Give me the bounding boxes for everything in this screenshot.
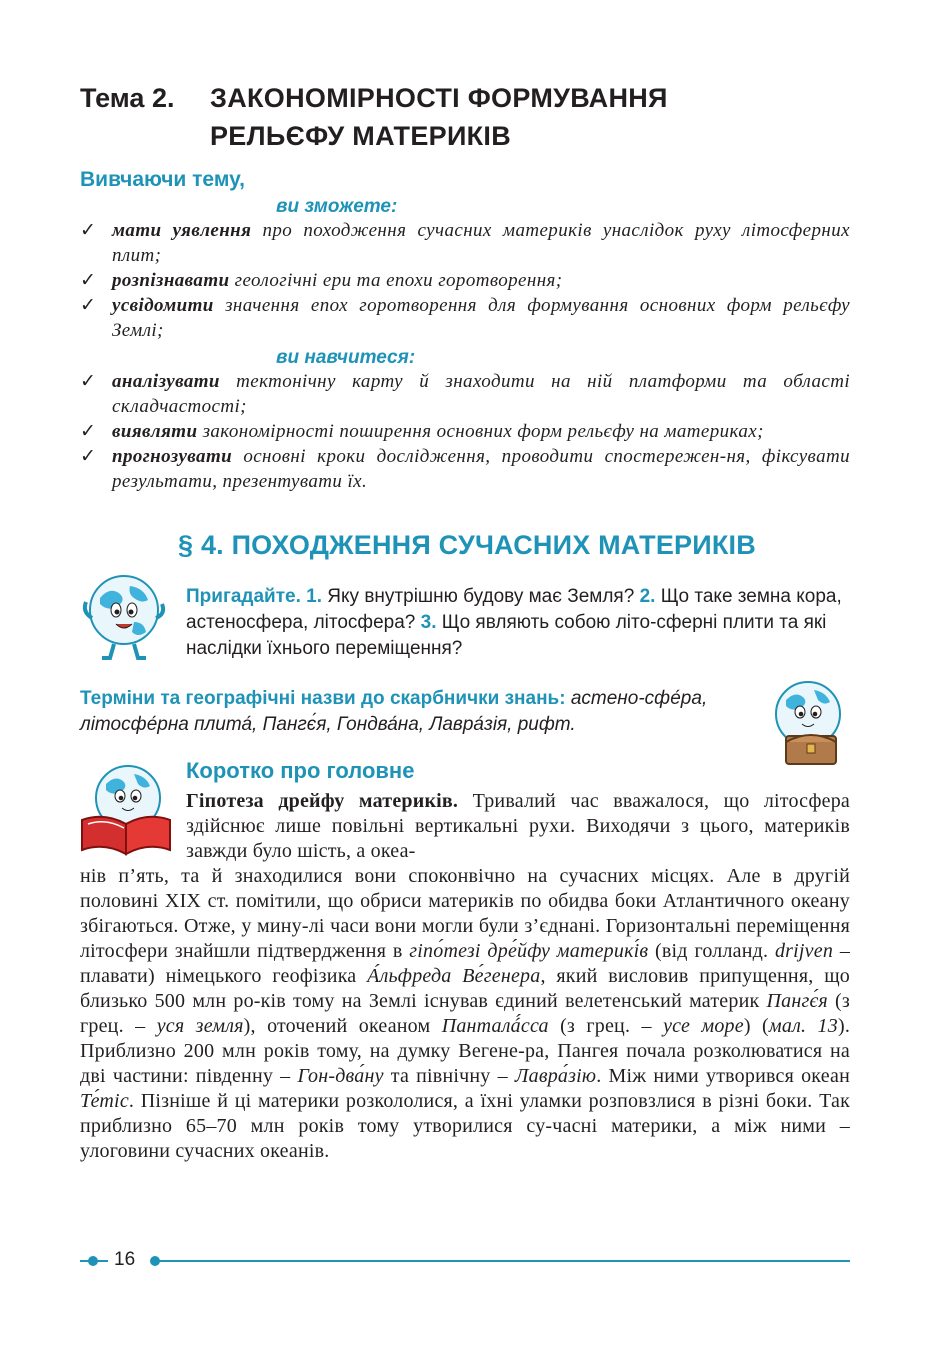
globe-mascot-icon — [78, 568, 170, 664]
goal-item — [80, 293, 850, 343]
page-number: 16 — [114, 1249, 136, 1270]
recall-block — [186, 584, 850, 662]
goal-verb: мати уявлення — [112, 220, 252, 241]
term-italic: Гон-два́ну — [297, 1065, 384, 1087]
check-icon: ✓ — [80, 421, 97, 442]
paragraph-text: ). Приблизно 200 млн років тому, на думку Вегене-ра, Пангея почала розколюватися на дві частини: південну – — [80, 1015, 851, 1087]
terms-label: Терміни та географічні назви до скарбнички знань: — [80, 688, 566, 709]
goal-item — [80, 444, 850, 494]
paragraph-text: . Пізніше й ці материки розкололися, а їхні уламки розповзлися в різні боки. Так приблизно 65–70 млн років тому утворилися су-часні материки, а між ними – улоговини сучасних океанів. — [80, 1090, 850, 1162]
paragraph-text: , який висловив припущення, що близько 500 млн ро-ків тому на Землі існував єдиний велетенський материк — [80, 965, 851, 1012]
question-number: 2. — [639, 586, 656, 607]
goal-text: основні кроки дослідження, проводити спостережен-ня, фіксувати результати, презентувати їх. — [112, 446, 850, 492]
paragraph-text: та північну – — [383, 1065, 515, 1087]
recall-label: Пригадайте. — [186, 586, 301, 607]
term-italic: Пангє́я — [766, 990, 828, 1012]
learning-goals — [80, 168, 850, 494]
check-icon: ✓ — [80, 270, 97, 291]
can-heading: ви зможете: — [276, 196, 398, 217]
term-italic: А́льфреда Ве́генера — [367, 965, 541, 987]
term-italic: Лавра́зію — [514, 1065, 597, 1087]
topic-label: Тема 2. — [80, 83, 175, 113]
ornament-line — [80, 1260, 108, 1262]
goal-text: значення епох горотворення для формування основних форм рельєфу Землі; — [112, 295, 850, 341]
check-icon: ✓ — [80, 446, 97, 467]
question-text: Яку внутрішню будову має Земля? — [322, 586, 640, 607]
paragraph-text: . Між ними утворився океан — [596, 1065, 851, 1087]
paragraph-text: (з грец. – — [80, 990, 850, 1037]
goal-item — [80, 218, 850, 268]
paragraph-text: ), оточений океаном — [243, 1015, 442, 1037]
goal-verb: розпізнавати — [112, 270, 230, 291]
goal-verb: прогнозувати — [112, 446, 233, 467]
term-italic: drijven — [774, 940, 834, 962]
goal-text: про походження сучасних материків унаслідок руху літосферних плит; — [112, 220, 850, 266]
check-icon: ✓ — [80, 220, 97, 241]
question-text: Що таке земна кора, астеносфера, літосфера? — [186, 586, 842, 633]
term-italic: усе море — [663, 1015, 744, 1037]
paragraph-text: (від голланд. — [648, 940, 775, 962]
paragraph-lead: Гіпотеза дрейфу материків. — [186, 790, 459, 812]
terms-block — [80, 686, 748, 738]
terms-list: астено-сфе́ра, літосфе́рна плита́, Пангє́я, Гондва́на, Лавра́зія, рифт. — [80, 688, 708, 735]
paragraph-text: – плавати) німецького геофізика — [80, 940, 851, 987]
paragraph-text: (з грец. – — [548, 1015, 664, 1037]
treasure-chest-icon — [764, 676, 854, 772]
goal-item — [80, 419, 850, 444]
short-heading: Коротко про головне — [186, 758, 415, 783]
paragraph-intro — [80, 789, 850, 864]
main-paragraph — [80, 789, 850, 1164]
question-text: Що являють собою літо-сферні плити та які наслідки їхнього переміщення? — [186, 612, 827, 659]
term-italic: гіпо́тезі дре́йфу материкі́в — [409, 940, 649, 962]
section-title: § 4. ПОХОДЖЕННЯ СУЧАСНИХ МАТЕРИКІВ — [178, 530, 756, 560]
goal-text: тектонічну карту й знаходити на ній платформи та області складчастості; — [112, 371, 850, 417]
goal-verb: виявляти — [112, 421, 198, 442]
topic-title-line2: РЕЛЬЄФУ МАТЕРИКІВ — [210, 121, 512, 151]
topic-title-line1: ЗАКОНОМІРНОСТІ ФОРМУВАННЯ — [210, 83, 668, 113]
check-icon: ✓ — [80, 295, 97, 316]
learn-heading: ви навчитеся: — [276, 347, 416, 368]
goals-heading: Вивчаючи тему, — [80, 168, 246, 191]
question-number: 1. — [306, 586, 323, 607]
figure-reference: мал. 13 — [768, 1015, 838, 1037]
goal-item — [80, 268, 850, 293]
check-icon: ✓ — [80, 371, 97, 392]
goal-text: геологічні ери та епохи горотворення; — [229, 270, 563, 291]
paragraph-text: Тривалий час вважалося, що літосфера здійснює лише повільні вертикальні рухи. Виходячи з цього, материків завжди було шість, а океа- — [186, 790, 850, 862]
paragraph-text: нів п’ять, та й знаходилися вони споконвічно на сучасних місцях. Але в другій половині XIX ст. помітили, що обриси материків по обидва боки Атлантичного океану збігаються. Отже, у мину-лі часи вони могли були з’єднані. Горизонтальні переміщення літосфери знайшли підтвердження в — [80, 865, 850, 962]
goal-verb: усвідомити — [112, 295, 214, 316]
goal-text: закономірності поширення основних форм рельєфу на материках; — [197, 421, 764, 442]
goal-verb: аналізувати — [112, 371, 220, 392]
term-italic: уся земля — [156, 1015, 244, 1037]
term-italic: Панталá́сса — [441, 1015, 549, 1037]
paragraph-text: ) ( — [743, 1015, 769, 1037]
goal-item — [80, 369, 850, 419]
term-italic: Те́тіс — [80, 1090, 129, 1112]
question-number: 3. — [420, 612, 437, 633]
footer-line — [152, 1260, 850, 1262]
